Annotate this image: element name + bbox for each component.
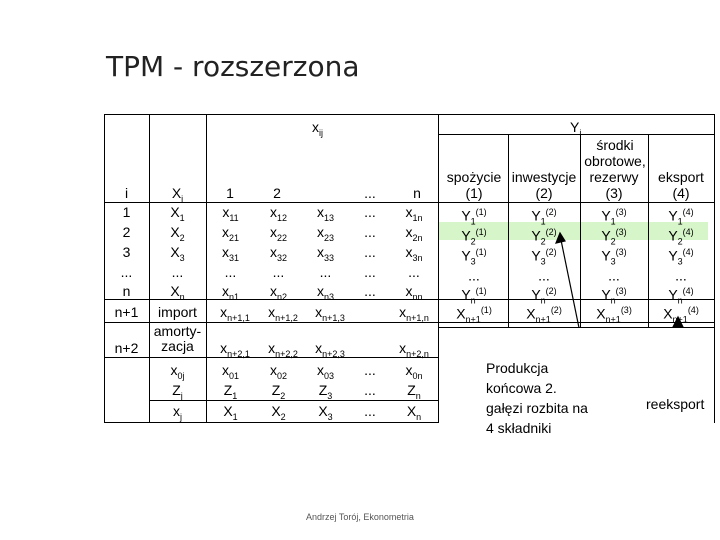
table-cell: $Z_n$ — [407, 382, 421, 401]
header-eksport-num: (4) — [672, 185, 690, 201]
annotation-reeksport: reeksport — [646, 396, 705, 412]
table-cell: $x_{1n}$ — [405, 204, 423, 223]
import-y2: $X_{n+1}^{(2)}$ — [526, 305, 562, 325]
import-y1: $X_{n+1}^{(1)}$ — [456, 305, 492, 325]
table-cell: ... — [364, 362, 376, 378]
table-cell: $x_{01}$ — [221, 362, 239, 381]
annotation-produkcja — [486, 358, 588, 438]
header-spozycie: spożycie — [446, 169, 502, 185]
table-cell: $Y_n^{(4)}$ — [668, 286, 694, 306]
table-cell: 3 — [122, 244, 131, 260]
table-cell: $x_{22}$ — [269, 224, 287, 243]
table-cell: ... — [319, 264, 332, 280]
header-srodki-1: środki — [596, 137, 634, 153]
table-cell: $x_{3n}$ — [405, 244, 423, 263]
header-srodki-3: rezerwy — [589, 169, 639, 185]
annotation-line: końcowa 2. — [486, 380, 557, 396]
table-cell: ... — [468, 267, 480, 284]
table-cell: $Y_1^{(4)}$ — [668, 207, 694, 227]
import-y3: $X_{n+1}^{(3)}$ — [596, 305, 632, 325]
table-cell: $X_n$ — [406, 403, 422, 422]
import-c2: $x_{n+1,2}$ — [268, 304, 298, 323]
table-cell: $x_{nn}$ — [405, 283, 423, 302]
table-cell: ... — [538, 267, 550, 284]
table-cell: $Y_2^{(2)}$ — [531, 227, 557, 247]
amort-label-2: zacja — [161, 338, 194, 354]
amort-label-1: amorty- — [153, 323, 202, 339]
table-cell: $x_{13}$ — [316, 204, 334, 223]
table-cell: $x_{n3}$ — [316, 283, 334, 302]
table-cell: ... — [120, 264, 133, 280]
table-cell: $Y_1^{(3)}$ — [601, 207, 627, 227]
table-cell: $Y_n^{(2)}$ — [531, 286, 557, 306]
table-cell: n — [122, 283, 131, 299]
header-i: i — [124, 185, 129, 201]
table-cell: ... — [675, 267, 687, 284]
table-cell: $X_1$ — [170, 204, 185, 223]
slide-footer: Andrzej Torój, Ekonometria — [306, 512, 414, 522]
table-cell: 1 — [122, 204, 131, 220]
table-cell: $x_{02}$ — [269, 362, 287, 381]
amort-i: n+2 — [114, 340, 139, 356]
header-col-2: 2 — [273, 185, 281, 201]
table-cell: $Z_1$ — [223, 382, 238, 401]
table-cell: ... — [608, 267, 620, 284]
table-cell: $x_{32}$ — [269, 244, 287, 263]
header-xij: $x_{ij}$ — [312, 119, 323, 138]
table-cell: $x_{33}$ — [316, 244, 334, 263]
table-cell: ... — [408, 264, 420, 280]
table-cell: ... — [224, 264, 237, 280]
table-cell: $x_{23}$ — [316, 224, 334, 243]
table-cell: $Y_3^{(3)}$ — [601, 247, 627, 267]
table-cell: $X_1$ — [223, 403, 238, 422]
header-yi: $Y_i$ — [570, 119, 582, 138]
slide-title: TPM - rozszerzona — [106, 50, 360, 83]
table-cell: $X_n$ — [170, 283, 185, 302]
table-cell: $X_3$ — [318, 403, 333, 422]
header-col-dots: ... — [364, 185, 376, 201]
table-cell: $X_3$ — [170, 244, 185, 263]
amort-c2: $x_{n+2,2}$ — [268, 340, 298, 359]
table-cell: $Y_1^{(2)}$ — [531, 207, 557, 227]
table-cell: $x_{2n}$ — [405, 224, 423, 243]
table-cell: $x_{12}$ — [269, 204, 287, 223]
table-cell: $x_{31}$ — [221, 244, 239, 263]
import-y4: $X_{n+1}^{(4)}$ — [663, 305, 699, 325]
table-cell: ... — [171, 264, 184, 280]
table-cell: $x_{n1}$ — [221, 283, 239, 302]
table-cell: 2 — [122, 224, 131, 240]
table-cell: ... — [364, 224, 376, 240]
header-eksport: eksport — [658, 169, 704, 185]
table-cell: $Y_2^{(3)}$ — [601, 227, 627, 247]
table-cell: $Z_2$ — [271, 382, 286, 401]
table-cell: $x_{0n}$ — [405, 362, 423, 381]
amort-cn: $x_{n+2,n}$ — [399, 340, 429, 359]
table-cell: ... — [364, 204, 376, 220]
annotation-line: Produkcja — [486, 360, 549, 376]
header-srodki-num: (3) — [605, 185, 623, 201]
header-inwestycje-num: (2) — [535, 185, 553, 201]
table-cell: ... — [272, 264, 285, 280]
table-cell: $Y_2^{(1)}$ — [461, 227, 487, 247]
import-c3: $x_{n+1,3}$ — [315, 304, 345, 323]
table-cell: $Y_2^{(4)}$ — [668, 227, 694, 247]
table-cell: $Y_3^{(4)}$ — [668, 247, 694, 267]
header-spozycie-num: (1) — [465, 185, 483, 201]
table-cell: $x_{21}$ — [221, 224, 239, 243]
header-col-n: n — [413, 185, 421, 201]
table-cell: $x_{11}$ — [222, 204, 239, 223]
header-srodki-2: obrotowe, — [584, 153, 646, 169]
table-cell: $Y_3^{(2)}$ — [531, 247, 557, 267]
table-cell: $Y_n^{(3)}$ — [601, 286, 627, 306]
import-label: import — [158, 304, 197, 320]
annotation-line: gałęzi rozbita na — [486, 400, 588, 416]
annotation-line: 4 składniki — [486, 420, 552, 436]
header-col-1: 1 — [226, 185, 234, 201]
table-cell: ... — [364, 283, 376, 299]
table-cell: $Y_3^{(1)}$ — [461, 247, 487, 267]
header-xi: $X_i$ — [171, 185, 184, 204]
table-cell: $Y_1^{(1)}$ — [461, 207, 487, 227]
table-cell: $x_j$ — [173, 403, 182, 422]
table-cell: $Y_n^{(1)}$ — [461, 286, 487, 306]
table-cell: ... — [364, 244, 376, 260]
table-cell: $Z_3$ — [318, 382, 333, 401]
table-cell: ... — [364, 403, 376, 419]
import-cn: $x_{n+1,n}$ — [399, 304, 429, 323]
table-cell: $Z_j$ — [172, 382, 183, 401]
amort-c1: $x_{n+2,1}$ — [220, 340, 250, 359]
table-cell: $x_{03}$ — [316, 362, 334, 381]
import-i: n+1 — [114, 304, 139, 320]
table-cell: $x_{n2}$ — [269, 283, 287, 302]
header-inwestycje: inwestycje — [511, 169, 577, 185]
amort-c3: $x_{n+2,3}$ — [315, 340, 345, 359]
table-cell: ... — [364, 382, 376, 398]
table-cell: $x_{0j}$ — [170, 362, 185, 381]
table-cell: ... — [364, 264, 376, 280]
import-c1: $x_{n+1,1}$ — [220, 304, 250, 323]
table-cell: $X_2$ — [170, 224, 185, 243]
table-cell: $X_2$ — [271, 403, 286, 422]
